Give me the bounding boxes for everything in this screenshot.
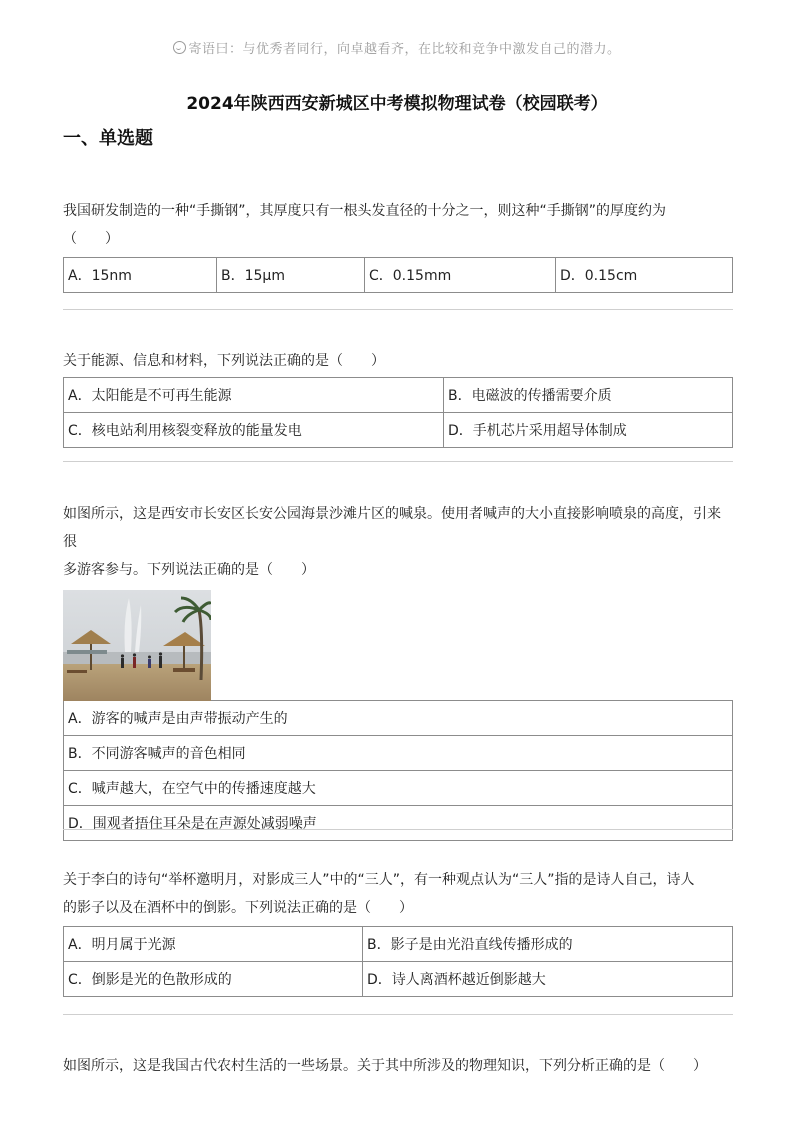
- question-3-stem-line2: 多游客参与。下列说法正确的是（ ）: [63, 562, 315, 578]
- option-a[interactable]: A．明月属于光源: [64, 927, 363, 962]
- question-4: [63, 866, 733, 997]
- question-2-stem: 关于能源、信息和材料，下列说法正确的是（ ）: [63, 353, 385, 369]
- question-4-stem-line1: 关于李白的诗句“举杯邀明月，对影成三人”中的“三人”，有一种观点认为“三人”指的是诗人自己，诗人: [63, 872, 695, 888]
- question-2-options: [63, 377, 733, 448]
- exam-title: 2024年陕西西安新城区中考模拟物理试卷（校园联考）: [186, 94, 608, 114]
- option-a[interactable]: A．太阳能是不可再生能源: [64, 378, 444, 413]
- option-b[interactable]: B．影子是由光沿直线传播形成的: [363, 927, 733, 962]
- question-1-stem-line2: （ ）: [63, 231, 119, 247]
- divider: [63, 461, 733, 462]
- option-d[interactable]: D．围观者捂住耳朵是在声源处减弱噪声: [64, 806, 733, 841]
- divider: [63, 829, 733, 830]
- option-a[interactable]: A．15nm: [64, 258, 217, 293]
- option-c[interactable]: C．0.15mm: [365, 258, 556, 293]
- question-3-stem-line1: 如图所示，这是西安市长安区长安公园海景沙滩片区的喊泉。使用者喊声的大小直接影响喷泉的高度，引来很: [63, 506, 721, 550]
- question-3-stem: [63, 500, 733, 584]
- option-d[interactable]: D．诗人离酒杯越近倒影越大: [363, 962, 733, 997]
- header-motto: [0, 38, 794, 57]
- question-5-stem: 如图所示，这是我国古代农村生活的一些场景。关于其中所涉及的物理知识，下列分析正确的是（ ）: [63, 1058, 707, 1074]
- question-1-stem: [63, 197, 733, 253]
- option-b[interactable]: B．电磁波的传播需要介质: [444, 378, 733, 413]
- question-2: [63, 347, 733, 448]
- option-c[interactable]: C．喊声越大，在空气中的传播速度越大: [64, 771, 733, 806]
- question-4-options: [63, 926, 733, 997]
- option-d[interactable]: D．手机芯片采用超导体制成: [444, 413, 733, 448]
- question-5: [63, 1052, 733, 1080]
- option-b[interactable]: B．不同游客喊声的音色相同: [64, 736, 733, 771]
- divider: [63, 1014, 733, 1015]
- question-1: [63, 197, 733, 293]
- motto-text: 寄语曰：与优秀者同行，向卓越看齐，在比较和竞争中激发自己的潜力。: [188, 42, 621, 57]
- option-c[interactable]: C．核电站利用核裂变释放的能量发电: [64, 413, 444, 448]
- divider: [63, 309, 733, 310]
- option-b[interactable]: B．15μm: [217, 258, 365, 293]
- question-1-options: [63, 257, 733, 293]
- fountain-beach-photo: [63, 590, 211, 701]
- option-a[interactable]: A．游客的喊声是由声带振动产生的: [64, 701, 733, 736]
- smile-icon: [173, 41, 186, 54]
- question-3-options: [63, 700, 733, 841]
- question-3: [63, 500, 733, 841]
- question-1-stem-line1: 我国研发制造的一种“手撕钢”，其厚度只有一根头发直径的十分之一，则这种“手撕钢”的厚度约为: [63, 203, 667, 219]
- option-d[interactable]: D．0.15cm: [556, 258, 733, 293]
- option-c[interactable]: C．倒影是光的色散形成的: [64, 962, 363, 997]
- section-heading: 一、单选题: [63, 128, 153, 149]
- question-4-stem: [63, 866, 733, 922]
- question-4-stem-line2: 的影子以及在酒杯中的倒影。下列说法正确的是（ ）: [63, 900, 413, 916]
